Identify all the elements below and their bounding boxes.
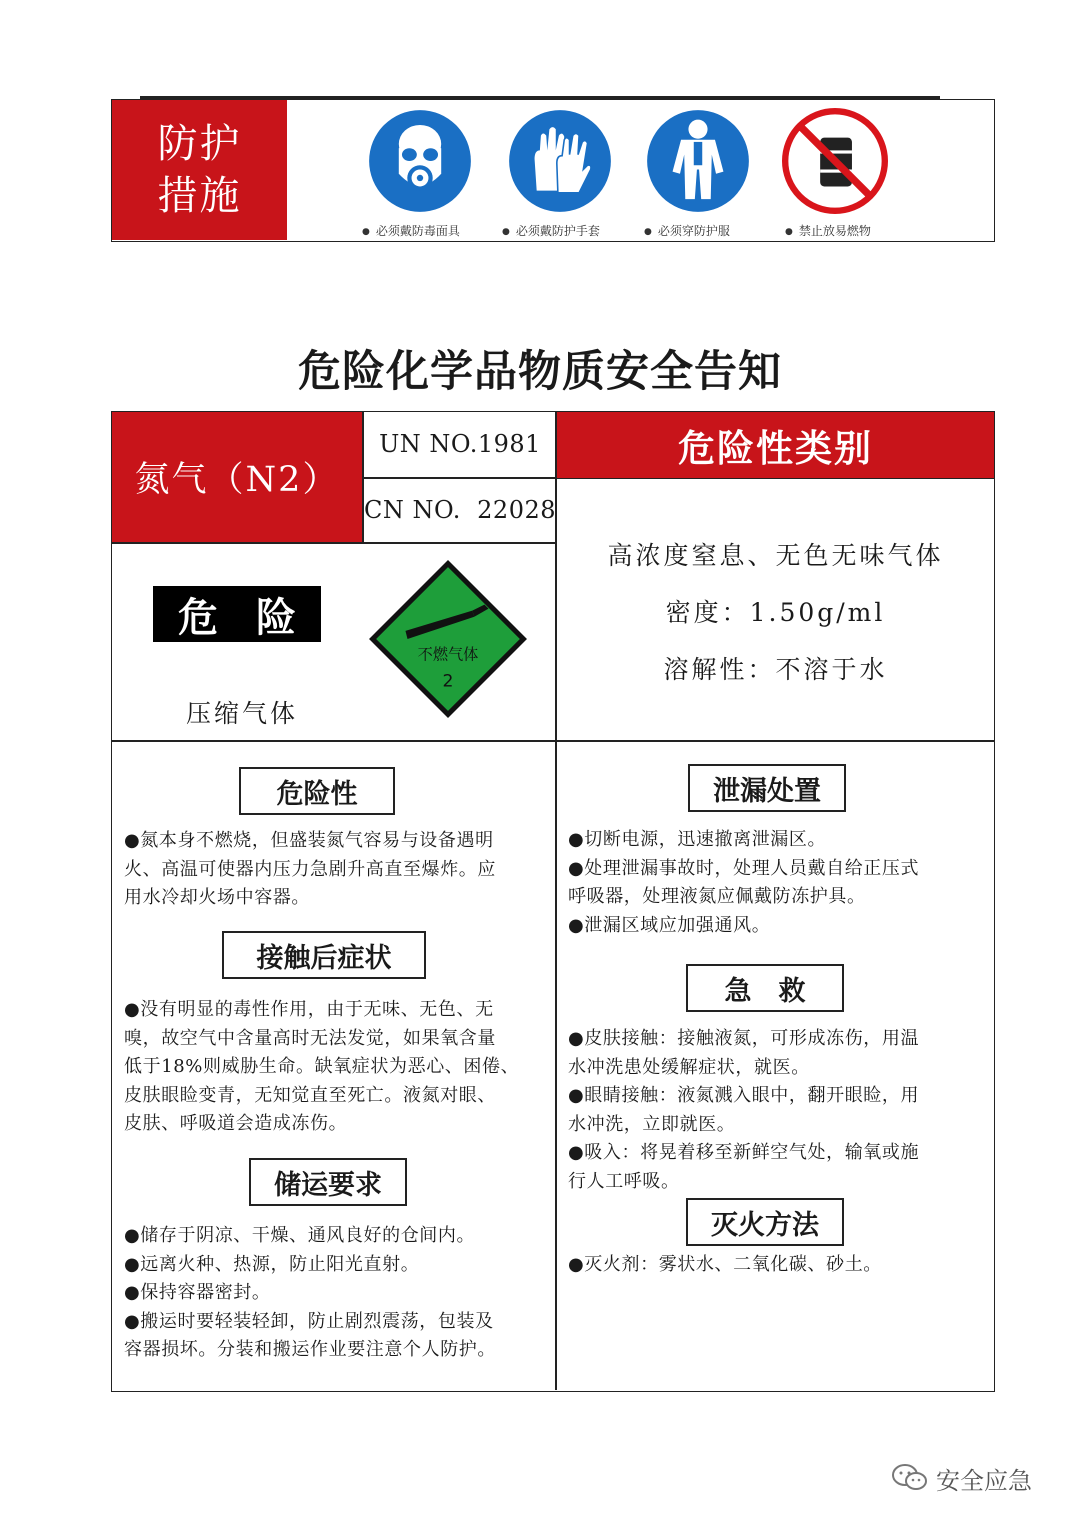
fire-section-title: 灭火方法: [686, 1198, 844, 1246]
watermark-text: 安全应急: [936, 1466, 1032, 1495]
watermark: [890, 1456, 1060, 1500]
diamond-label-text: 不燃气体: [417, 645, 479, 664]
wechat-icon: [890, 1462, 930, 1494]
name-row-divider: [112, 542, 556, 544]
text-line: ●泄漏区域应加强通风。: [568, 914, 771, 936]
no-flammables-icon: [782, 108, 888, 214]
text-line: ●没有明显的毒性作用，由于无味、无色、无: [124, 999, 494, 1020]
protection-measures-panel: [111, 99, 995, 242]
gloves-caption: ● 必须戴防护手套: [502, 222, 652, 239]
text-line: 皮肤、呼吸道会造成冻伤。: [124, 1113, 348, 1134]
property-line: 密度：1.50g/ml: [665, 598, 886, 627]
cn-number: CN NO. 22028: [364, 496, 556, 524]
property-line: 高浓度窒息、无色无味气体: [607, 541, 944, 570]
text-line: ●远离火种、热源，防止阳光直射。: [124, 1253, 420, 1275]
no-flammables-caption: ● 禁止放易燃物: [785, 222, 935, 239]
text-line: ●切断电源，迅速撤离泄漏区。: [568, 829, 827, 850]
hazard-category-heading: 危险性类别: [557, 412, 994, 478]
protective-suit-icon: [645, 108, 751, 214]
text-line: ●灭火剂：雾状水、二氧化碳、砂土。: [568, 1254, 882, 1275]
protective-suit-caption: ● 必须穿防护服: [644, 222, 794, 239]
text-line: 容器损坏。分装和搬运作业要注意个人防护。: [124, 1339, 496, 1360]
text-line: 皮肤眼睑变青，无知觉直至死亡。液氮对眼、: [124, 1084, 496, 1106]
text-line: ●保持容器密封。: [124, 1282, 271, 1303]
text-line: ●眼睛接触：液氮溅入眼中，翻开眼睑，用: [568, 1085, 920, 1106]
storage-section-title: 储运要求: [249, 1158, 407, 1206]
gas-mask-icon: [367, 108, 473, 214]
leak-section-text: [568, 826, 994, 940]
hazard-section-text: [124, 827, 556, 913]
safety-notice-table: [111, 411, 995, 1392]
text-line: 火、高温可使器内压力急剧升高直至爆炸。应: [124, 858, 496, 880]
text-line: 行人工呼吸。: [568, 1170, 680, 1192]
gloves-icon: [507, 108, 613, 214]
property-line: 溶解性：不溶于水: [663, 655, 888, 684]
text-line: 呼吸器，处理液氮应佩戴防冻护具。: [568, 886, 866, 907]
text-line: 用水冷却火场中容器。: [124, 887, 310, 908]
fire-section-text: [568, 1251, 994, 1280]
symptoms-section-text: [124, 996, 556, 1139]
text-line: ●皮肤接触：接触液氮，可形成冻伤，用温: [568, 1028, 920, 1049]
protection-label: [112, 100, 287, 240]
text-line: 水冲洗，立即就医。: [568, 1113, 736, 1135]
first-aid-section-text: [568, 1025, 994, 1196]
substance-type: 压缩气体: [185, 699, 298, 728]
page-title: 危险化学品物质安全告知: [298, 347, 782, 397]
text-line: ●处理泄漏事故时，处理人员戴自给正压式: [568, 857, 920, 879]
text-line: ●氮本身不燃烧，但盛装氮气容易与设备遇明: [124, 830, 494, 851]
leak-section-title: 泄漏处置: [688, 764, 846, 812]
non-flammable-gas-label-icon: [367, 558, 529, 720]
signal-word-badge: 危 险: [153, 586, 321, 642]
text-line: ●吸入：将晃着移至新鲜空气处，输氧或施: [568, 1142, 920, 1163]
storage-section-text: [124, 1222, 556, 1365]
gas-mask-caption: ● 必须戴防毒面具: [362, 222, 512, 239]
first-aid-section-title: 急 救: [686, 964, 844, 1012]
text-line: 嗅，故空气中含量高时无法发觉，如果氧含量: [124, 1027, 496, 1049]
protection-label-line1: 防护: [157, 121, 242, 167]
substance-name: 氮气（N2）: [112, 412, 362, 542]
text-line: ●储存于阴凉、干燥、通风良好的仓间内。: [124, 1225, 476, 1246]
text-line: 水冲洗患处缓解症状，就医。: [568, 1056, 810, 1078]
hazard-section-title: 危险性: [239, 767, 395, 815]
un-number: UN NO.1981: [379, 430, 541, 458]
text-line: ●搬运时要轻装轻卸，防止剧烈震荡，包装及: [124, 1310, 494, 1332]
text-line: 低于18%则威胁生命。缺氧症状为恶心、困倦、: [124, 1056, 520, 1077]
info-row-divider: [112, 740, 994, 742]
diamond-class-number: 2: [442, 671, 454, 692]
protection-label-line2: 措施: [157, 173, 242, 219]
symptoms-section-title: 接触后症状: [222, 931, 426, 979]
